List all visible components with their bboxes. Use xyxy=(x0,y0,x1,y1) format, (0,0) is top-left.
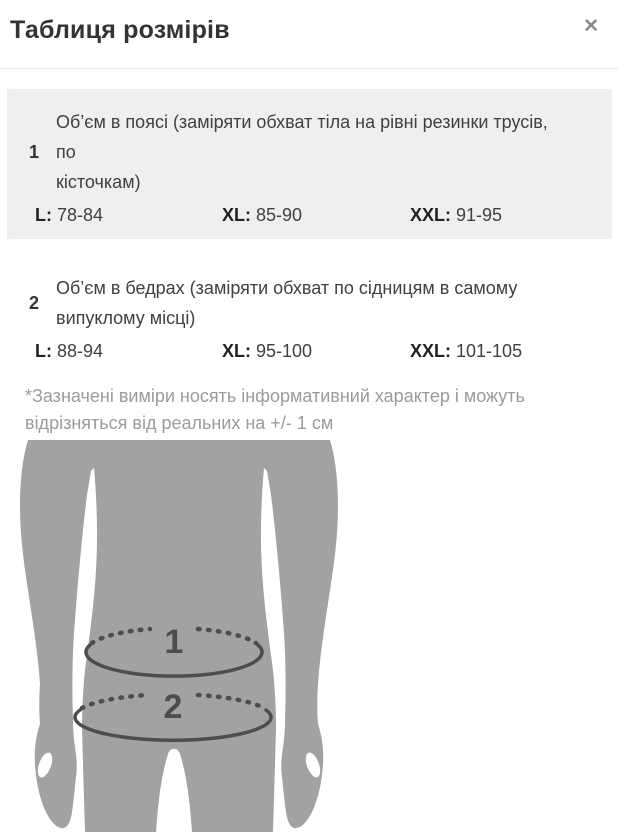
hips-measure-label: 2 xyxy=(163,688,183,726)
size-cell: L: 78-84 xyxy=(35,205,104,225)
sizes-line xyxy=(29,341,572,362)
header-divider xyxy=(0,68,619,69)
row-number: 2 xyxy=(29,292,40,313)
row-description: Об’єм в бедрах (заміряти обхват по сідницям в самому випуклому місці) xyxy=(56,278,518,328)
size-cell: XL: 85-90 xyxy=(222,205,303,225)
size-cell: XXL: 91-95 xyxy=(410,205,503,225)
close-icon[interactable]: ✕ xyxy=(577,13,605,40)
row-number: 1 xyxy=(29,141,40,162)
sizes-line xyxy=(29,205,572,226)
disclaimer-note: *Зазначені виміри носять інформативний характер і можуть відрізняться від реальних на +/- 1 см xyxy=(25,386,525,433)
waist-measure-label: 1 xyxy=(164,623,184,661)
modal-header xyxy=(0,0,619,47)
size-cell: XL: 95-100 xyxy=(222,341,313,361)
row-description: Об’єм в поясі (заміряти обхват тіла на рівні резинки трусів, по кісточкам) xyxy=(56,112,548,192)
modal-title: Таблиця розмірів xyxy=(10,16,230,44)
size-cell: XXL: 101-105 xyxy=(410,341,523,361)
size-row-waist xyxy=(7,89,612,239)
size-row-hips xyxy=(7,255,612,362)
body-figure-svg xyxy=(18,440,340,832)
measurement-figure xyxy=(18,440,340,832)
size-cell: L: 88-94 xyxy=(35,341,104,361)
